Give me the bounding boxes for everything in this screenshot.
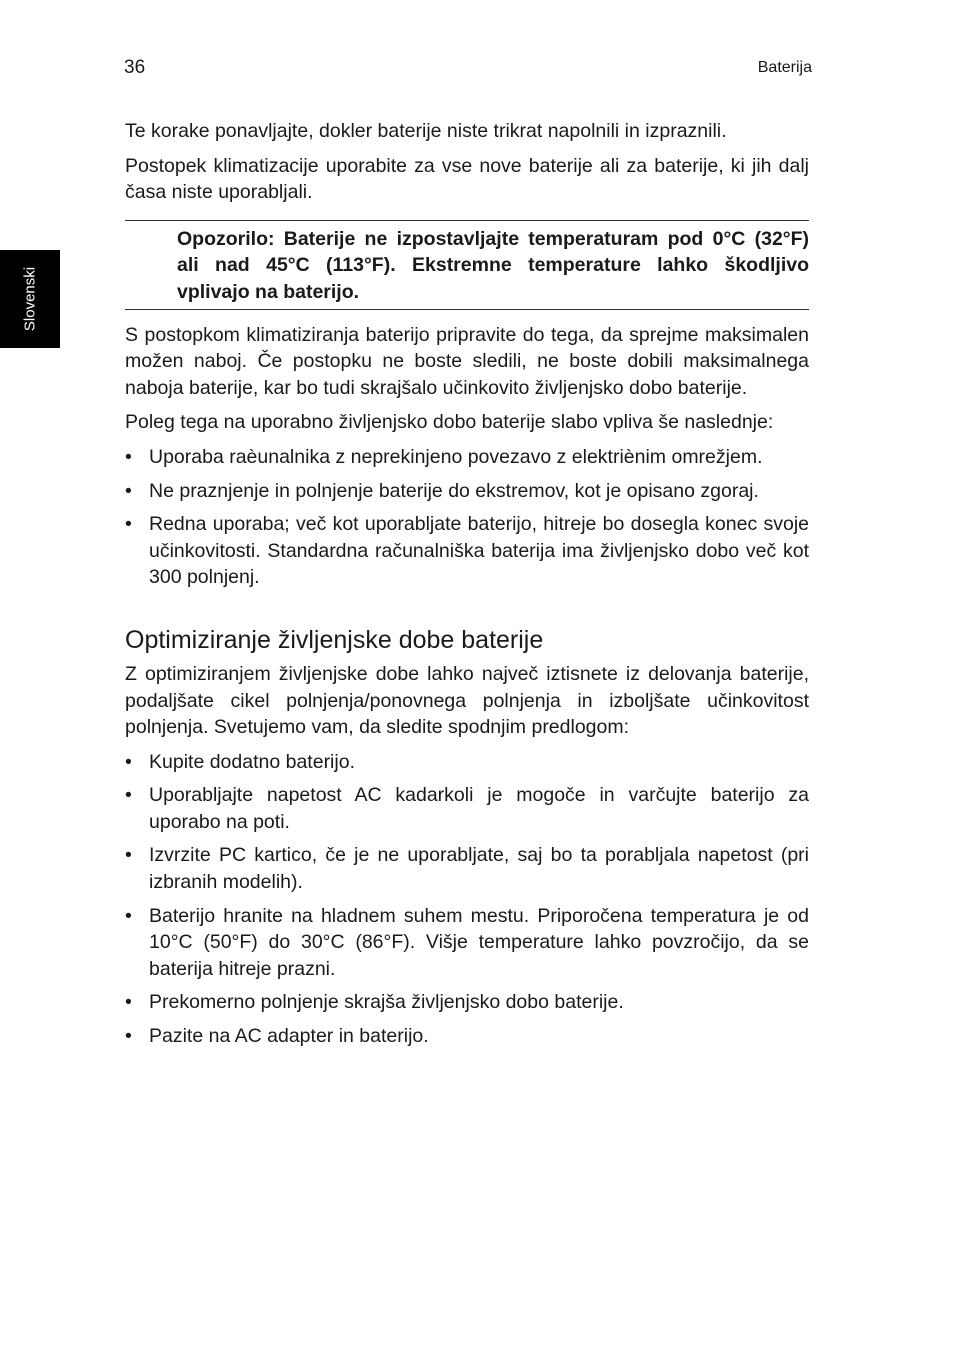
warning-text: Opozorilo: Baterije ne izpostavljajte temperaturam pod 0°C (32°F) ali nad 45°C (113°F). Ekstremne temperature lahko škodljivo vplivajo na baterijo. — [177, 227, 809, 303]
bullet-marker: • — [125, 445, 132, 468]
language-side-tab — [0, 250, 60, 348]
running-head: Baterija — [757, 59, 812, 76]
list-item-text: Baterijo hranite na hladnem suhem mestu. Priporočena temperatura je od 10°C (50°F) do 30°C (86°F). Višje temperature lahko povzročijo, da se baterija hitreje prazni. — [149, 904, 809, 980]
list-item — [125, 782, 809, 835]
list-item — [125, 478, 809, 505]
section-intro: Z optimiziranjem življenjske dobe lahko največ iztisnete iz delovanja baterije, podaljšate cikel polnjenja/ponovnega polnjenja in izboljšate učinkovitost polnjenja. Svetujemo vam, da sledite spodnjim predlogom: — [125, 662, 809, 739]
list-item — [125, 1023, 809, 1050]
intro-paragraph-1: Te korake ponavljajte, dokler baterije niste trikrat napolnili in izpraznili. — [125, 120, 727, 142]
bullet-marker: • — [125, 991, 132, 1014]
list-item-text: Ne praznjenje in polnjenje baterije do ekstremov, kot je opisano zgoraj. — [149, 479, 759, 502]
side-tab-label: Slovenski — [21, 266, 39, 332]
list-item-text: Kupite dodatno baterijo. — [149, 750, 355, 773]
list-item-text: Pazite na AC adapter in baterijo. — [149, 1025, 429, 1048]
bullet-marker: • — [125, 784, 132, 807]
list-item — [125, 903, 809, 983]
body-paragraph-2: Poleg tega na uporabno življenjsko dobo baterije slabo vpliva še naslednje: — [125, 411, 774, 434]
list-item — [125, 511, 809, 591]
body-paragraph-1: S postopkom klimatiziranja baterijo pripravite do tega, da sprejme maksimalen možen naboj. Če postopku ne boste sledili, ne boste dobili maksimalnega naboja baterije, kar bo tudi skrajšalo učinkovito življenjsko dobo baterije. — [125, 323, 809, 399]
page-number: 36 — [124, 57, 146, 78]
bullet-marker: • — [125, 479, 132, 502]
list-item — [125, 989, 809, 1016]
list-item-text: Uporaba raèunalnika z neprekinjeno povezavo z elektriènim omrežjem. — [149, 445, 763, 468]
section-heading: Optimiziranje življenjske dobe baterije — [125, 625, 544, 654]
bullet-marker: • — [125, 513, 132, 536]
bullet-marker: • — [125, 1025, 132, 1048]
bullet-marker: • — [125, 750, 132, 773]
list-item-text: Redna uporaba; več kot uporabljate baterijo, hitreje bo dosegla konec svoje učinkovitosti. Standardna računalniška baterija ima življenjsko dobo več kot 300 polnjenj. — [149, 513, 809, 589]
intro-paragraph-2: Postopek klimatizacije uporabite za vse nove baterije ali za baterije, ki jih dalj časa niste uporabljali. — [125, 154, 809, 204]
bullet-marker: • — [125, 844, 132, 867]
optimization-tips-list — [125, 749, 809, 1050]
list-item-text: Izvrzite PC kartico, če je ne uporabljate, saj bo ta porabljala napetost (pri izbranih modelih). — [149, 844, 809, 894]
list-item — [125, 444, 809, 471]
page-content — [125, 118, 809, 1057]
warning-box — [125, 220, 809, 310]
list-item — [125, 749, 809, 776]
battery-factors-list — [125, 444, 809, 591]
bullet-marker: • — [125, 904, 132, 927]
list-item-text: Uporabljajte napetost AC kadarkoli je mogoče in varčujte baterijo za uporabo na poti. — [149, 784, 809, 833]
list-item-text: Prekomerno polnjenje skrajša življenjsko dobo baterije. — [149, 991, 624, 1014]
list-item — [125, 842, 809, 895]
